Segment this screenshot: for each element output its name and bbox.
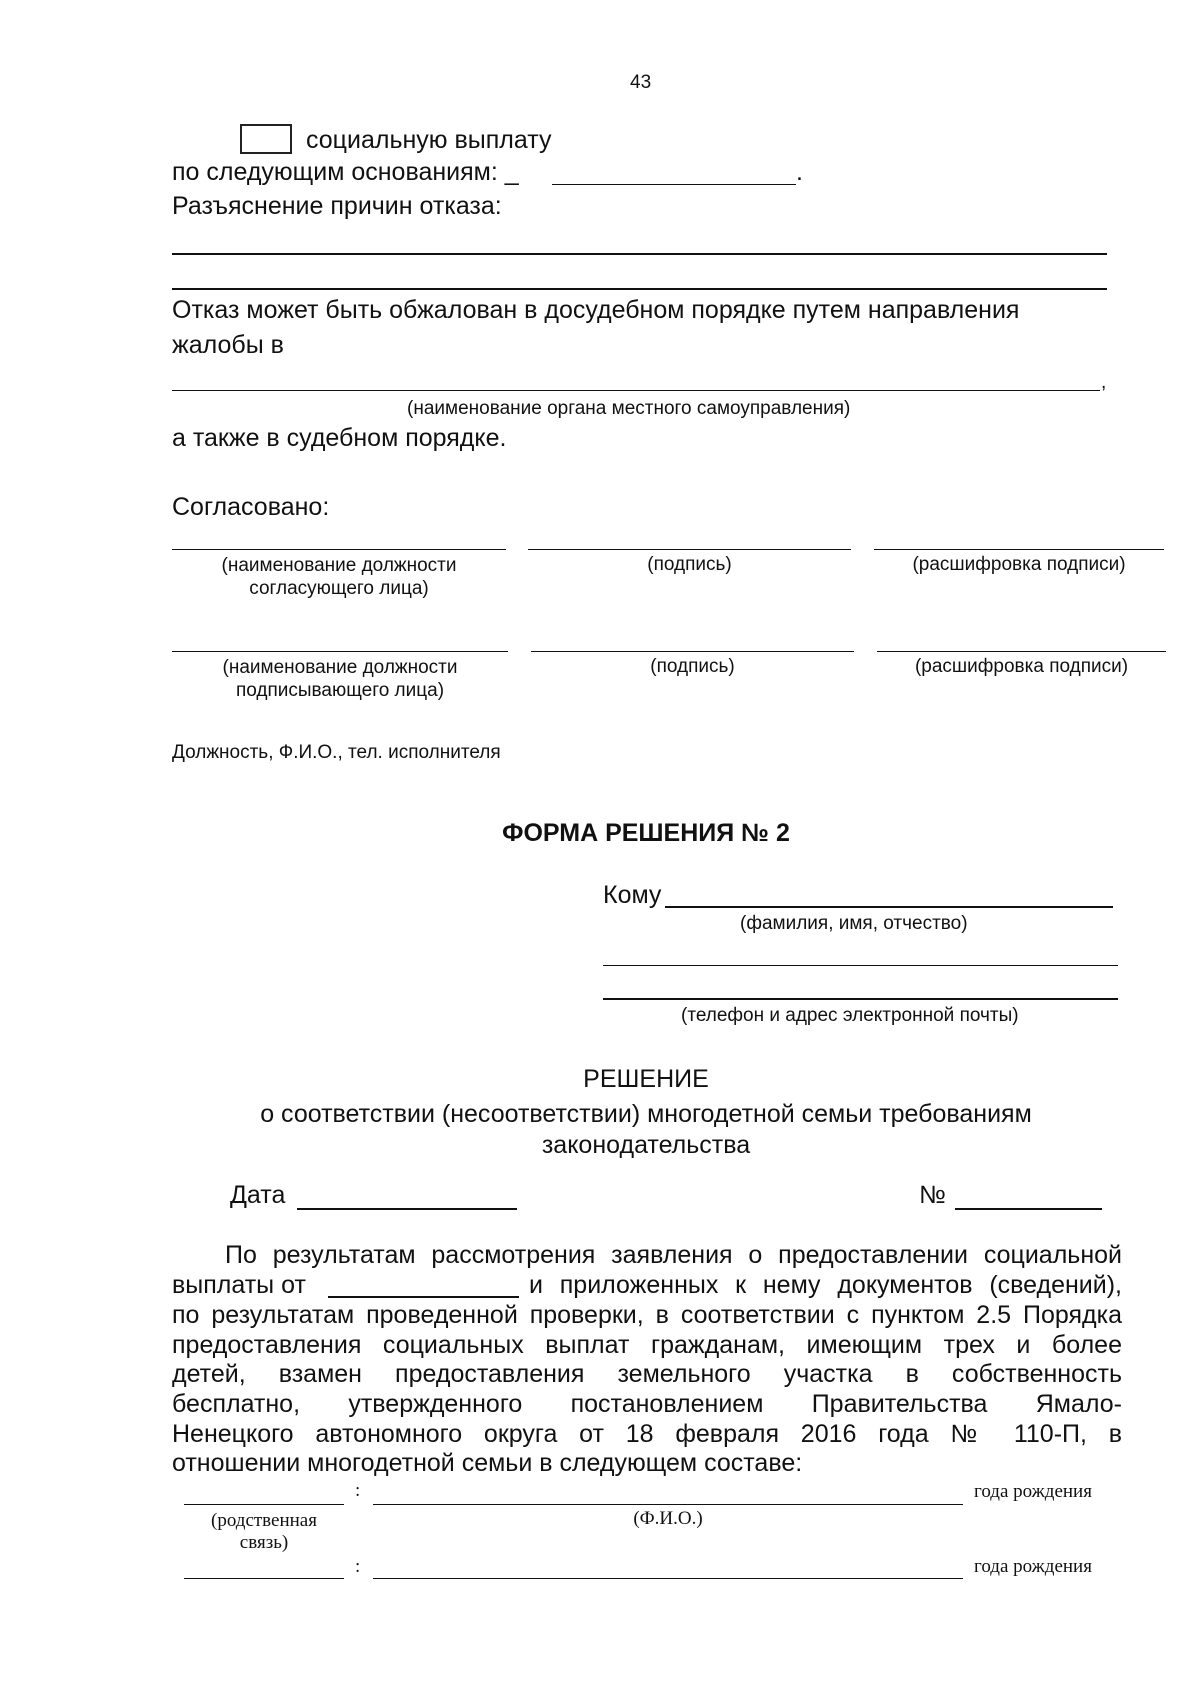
decision-subtitle-1: о соответствии (несоответствии) многодетной семьи требованиям bbox=[260, 1100, 1032, 1128]
member-fio-line-2[interactable] bbox=[373, 1578, 963, 1579]
approver-signature-line[interactable] bbox=[528, 549, 851, 550]
judicial-text: а также в судебном порядке. bbox=[172, 424, 507, 452]
signer-signature-caption: (подпись) bbox=[650, 656, 735, 677]
appeal-text-2: жалобы в bbox=[172, 331, 284, 359]
number-label: № bbox=[919, 1181, 946, 1209]
body-line-4: детей, взамен предоставления земельного участка в собственность bbox=[172, 1360, 1122, 1388]
contacts-caption: (телефон и адрес электронной почты) bbox=[681, 1005, 1019, 1026]
member-fio-line-1[interactable] bbox=[373, 1504, 963, 1505]
approver-position-line[interactable] bbox=[172, 549, 506, 550]
social-payment-text: социальную выплату bbox=[306, 126, 552, 154]
explanation-label: Разъяснение причин отказа: bbox=[172, 192, 502, 220]
signer-decoding-line[interactable] bbox=[877, 651, 1166, 652]
grounds-label: по следующим основаниям: _ bbox=[172, 158, 519, 186]
approver-signature-caption: (подпись) bbox=[647, 554, 732, 575]
appeal-text-1: Отказ может быть обжалован в досудебном порядке путем направления bbox=[172, 296, 1020, 324]
relation-line-2[interactable] bbox=[184, 1578, 344, 1579]
body-line-1a: выплаты от bbox=[172, 1271, 306, 1299]
body-line-7: отношении многодетной семьи в следующем составе: bbox=[172, 1449, 803, 1477]
approval-label: Согласовано: bbox=[172, 493, 330, 521]
decision-subtitle-2: законодательства bbox=[541, 1131, 751, 1159]
number-blank[interactable] bbox=[955, 1208, 1102, 1210]
date-blank[interactable] bbox=[297, 1208, 517, 1210]
member-colon-1: : bbox=[355, 1480, 361, 1501]
form-title: ФОРМА РЕШЕНИЯ № 2 bbox=[502, 819, 790, 847]
approver-decoding-line[interactable] bbox=[874, 549, 1164, 550]
to-label: Кому bbox=[603, 881, 662, 909]
birth-year-label-1: года рождения bbox=[974, 1481, 1092, 1502]
approver-decoding-caption: (расшифровка подписи) bbox=[912, 554, 1126, 575]
grounds-blank[interactable] bbox=[552, 184, 796, 185]
application-date-blank[interactable] bbox=[328, 1296, 519, 1298]
body-line-6: Ненецкого автономного округа от 18 февраля 2016 года № 110-П, в bbox=[172, 1420, 1122, 1448]
signer-position-caption: (наименование должности подписывающего лица) bbox=[222, 657, 458, 701]
fio-caption: (фамилия, имя, отчество) bbox=[740, 913, 968, 934]
body-line-5: бесплатно, утвержденного постановлением Правительства Ямало- bbox=[172, 1390, 1122, 1418]
body-line-3: предоставления социальных выплат гражданам, имеющим трех и более bbox=[172, 1331, 1122, 1359]
signer-decoding-caption: (расшифровка подписи) bbox=[914, 656, 1129, 677]
member-fio-caption: (Ф.И.О.) bbox=[633, 1508, 703, 1529]
approver-position-caption: (наименование должности согласующего лица) bbox=[221, 555, 457, 599]
decision-title: РЕШЕНИЕ bbox=[583, 1065, 709, 1093]
member-colon-2: : bbox=[355, 1556, 361, 1577]
body-line-1b: и приложенных к нему документов (сведений), bbox=[529, 1271, 1122, 1299]
date-label: Дата bbox=[230, 1181, 286, 1209]
body-line-2: по результатам проведенной проверки, в соответствии с пунктом 2.5 Порядка bbox=[172, 1301, 1122, 1329]
to-fio-line[interactable] bbox=[665, 906, 1113, 908]
body-first-line: По результатам рассмотрения заявления о предоставлении социальной bbox=[225, 1241, 1122, 1269]
grounds-end: . bbox=[796, 158, 803, 186]
explanation-line-2[interactable] bbox=[172, 288, 1107, 290]
page-number: 43 bbox=[630, 72, 652, 93]
contacts-line-1[interactable] bbox=[603, 965, 1118, 966]
signer-position-line[interactable] bbox=[172, 651, 508, 652]
relation-caption: (родственная связь) bbox=[211, 1510, 317, 1553]
relation-line-1[interactable] bbox=[184, 1504, 344, 1505]
local-gov-comma: , bbox=[1101, 372, 1107, 393]
local-gov-caption: (наименование органа местного самоуправления) bbox=[407, 398, 851, 419]
local-gov-line[interactable] bbox=[172, 390, 1100, 391]
birth-year-label-2: года рождения bbox=[974, 1556, 1092, 1577]
executor-line: Должность, Ф.И.О., тел. исполнителя bbox=[172, 742, 501, 763]
explanation-line-1[interactable] bbox=[172, 253, 1107, 255]
signer-signature-line[interactable] bbox=[531, 651, 854, 652]
payment-checkbox[interactable] bbox=[240, 124, 292, 154]
contacts-line-2[interactable] bbox=[603, 998, 1118, 1000]
